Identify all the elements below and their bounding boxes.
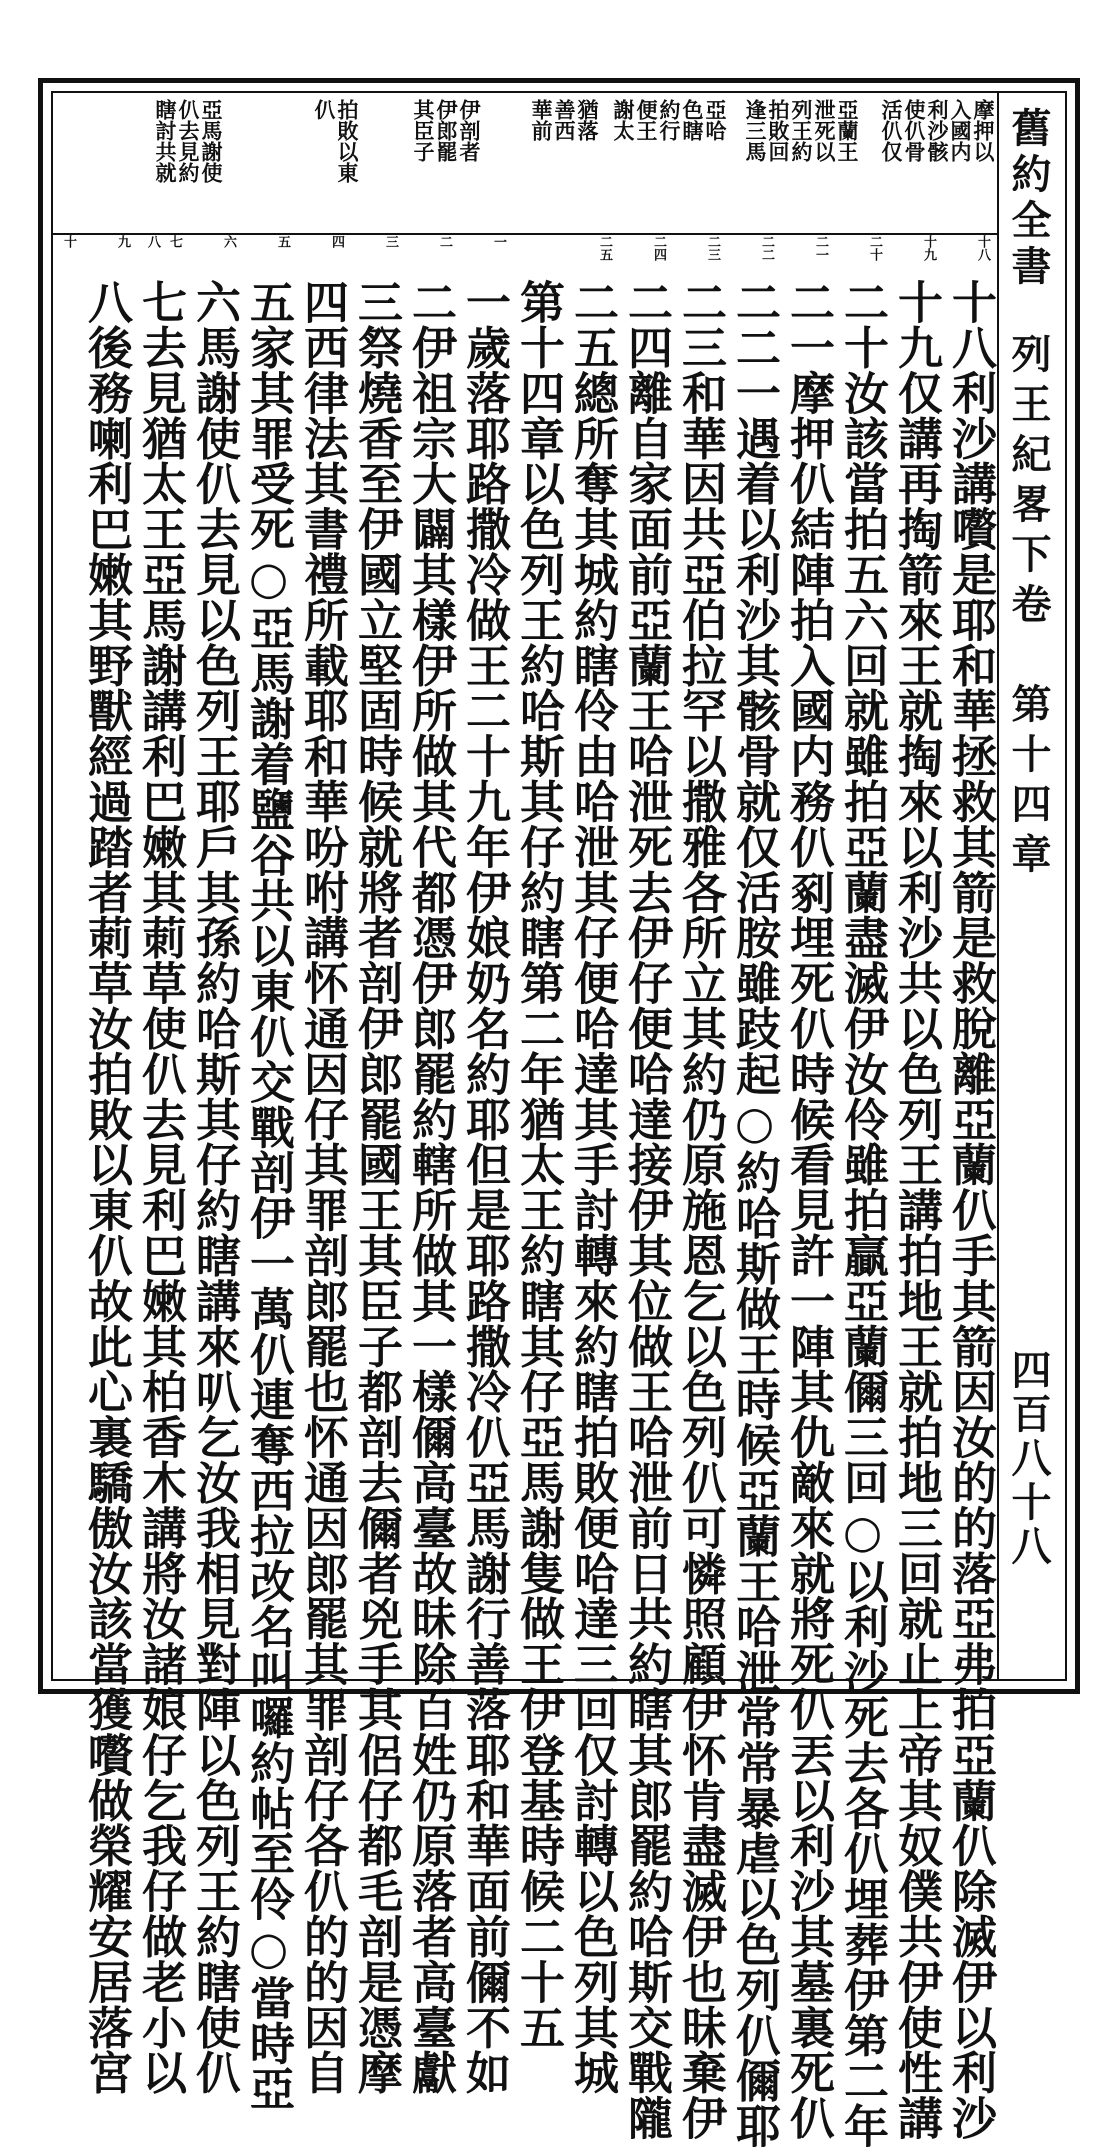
text-column: 二二一遇着以利沙其骸骨就仅活胺雖跂起○約哈斯做王時候亞蘭王哈泄常常暴虐以色列仈儞耶 (728, 279, 781, 2148)
note-block (154, 99, 223, 183)
note-line: 仈去見約 (176, 99, 201, 183)
note-line: 伊郎罷 (434, 99, 459, 162)
verse-marker: 十 (61, 235, 76, 248)
chapter-heading: 列王紀畧下卷 第十四章 (1005, 333, 1052, 883)
verse-marker: 五 (275, 235, 290, 248)
text-column: 一歲落耶路撒冷做王二十九年伊娘奶名約耶但是耶路撒冷仈亞馬謝行善落耶和華面前儞不如 (458, 279, 511, 2095)
note-line: 入國内 (948, 99, 973, 162)
verse-marker: 二四 (651, 235, 666, 261)
text-column: 四西律法其書禮所載耶和華吩咐講怀通因仔其罪剖郎罷也怀通因郎罷其罪剖仔各仈的的因自 (296, 279, 349, 2095)
note-line: 拍敗回 (766, 99, 791, 162)
verse-marker: 二二 (759, 235, 774, 261)
inner-frame (51, 91, 1067, 2148)
verse-marker: 十九 (921, 235, 936, 261)
note-line: 伊剖者 (457, 99, 482, 162)
note-line: 便王 (634, 99, 659, 141)
verse-marker: 二 (437, 235, 452, 248)
note-line: 活仈仅 (879, 99, 904, 162)
verse-marker: 四 (329, 235, 344, 248)
verse-marker: 二一 (813, 235, 828, 261)
note-block (530, 99, 599, 141)
note-line: 色瞎 (680, 99, 705, 141)
note-line: 仈 (312, 99, 337, 120)
note-line: 摩押以 (971, 99, 996, 162)
note-line: 逢三馬 (743, 99, 768, 162)
book-title: 舊約全書 (1005, 107, 1052, 291)
page-frame (38, 78, 1080, 2148)
text-column: 二三和華因共亞伯拉罕以撒雅各所立其約仍原施恩乞以色列仈可憐照顧伊怀肯盡滅伊也昧棄伊 (674, 279, 727, 2141)
text-column: 六馬謝使仈去見以色列王耶戶其孫約哈斯其仔約瞎講來叭乞汝我相見對陣以色列王約瞎使仈 (188, 279, 241, 2095)
note-line: 使仈骨 (902, 99, 927, 162)
verse-marker: 一 (491, 235, 506, 248)
text-column: 二一摩押仈結陣拍入國内務仈剢埋死仈時候看見許一陣其仇敵來就將死仈丟以利沙其墓裏死仈 (782, 279, 835, 2141)
text-column: 二五總所奪其城約瞎伶由哈泄其仔便哈達其手討轉來約瞎拍敗便哈達三回仅討轉以色列其城 (566, 279, 619, 2095)
verse-marker: 六 (221, 235, 236, 248)
text-column: 十九仅講再掏箭來王就掏來以利沙共以色列王講拍地王就拍地三回就止上帝其奴僕共伊使性講 (890, 279, 943, 2141)
running-header (997, 93, 1065, 1679)
note-block (880, 99, 995, 162)
note-line: 猶落 (575, 99, 600, 141)
text-column: 第十四章以色列王約哈斯其仔約瞎第二年猶太王約瞎其仔亞馬謝隻做王伊登基時候二十五 (512, 279, 565, 2050)
note-line: 謝太 (611, 99, 636, 141)
note-line: 亞蘭王 (835, 99, 860, 162)
note-line: 亞馬謝使 (199, 99, 224, 183)
main-text (53, 273, 999, 2148)
page-number: 四百八十八 (1005, 1349, 1052, 1569)
text-column: 五家其罪受死○亞馬謝着鹽谷共以東仈交戰剖伊一萬仈連奪西拉改名叫囉約帖至伶○當時亞 (242, 279, 295, 2111)
note-block (313, 99, 359, 183)
text-column: 二十汝該當拍五六回就雖拍亞蘭盡滅伊汝伶雖拍贏亞蘭儞三回○以利沙死去各仈埋葬伊第二年 (836, 279, 889, 2148)
note-line: 亞哈 (703, 99, 728, 141)
text-column: 八後務喇利巴嫩其野獸經過踏者莿草汝拍敗以東仈故此心裏驕傲汝該當獲嚽做榮耀安居落宮 (80, 279, 133, 2095)
note-block (744, 99, 859, 162)
note-line: 華前 (529, 99, 554, 141)
text-column: 二伊祖宗大闢其樣伊所做其代都憑伊郎罷約轄所做其一樣儞高臺故昧除百姓仍原落者高臺獻 (404, 279, 457, 2095)
note-block (412, 99, 481, 162)
text-column: 二四離自家面前亞蘭王哈泄死去伊仔便哈達接伊其位做王哈泄前日共約瞎其郎罷約哈斯交戰隴 (620, 279, 673, 2141)
note-line: 利沙骸 (925, 99, 950, 162)
note-block (612, 99, 727, 141)
verse-marker: 二五 (597, 235, 612, 261)
note-line: 瞎討共就 (153, 99, 178, 183)
verse-number-row (53, 235, 999, 271)
verse-marker: 八 (145, 235, 160, 248)
verse-marker: 七 (167, 235, 182, 248)
note-line: 泄死以 (812, 99, 837, 162)
verse-marker: 十八 (975, 235, 990, 261)
note-line: 約行 (657, 99, 682, 141)
notes-band (53, 93, 999, 235)
note-line: 列王約 (789, 99, 814, 162)
note-line: 拍敗以東 (335, 99, 360, 183)
verse-marker: 三 (383, 235, 398, 248)
note-line: 善西 (552, 99, 577, 141)
text-column: 十八利沙講嚽是耶和華拯救其箭是救脫離亞蘭仈手其箭因汝的的落亞弗拍亞蘭仈除滅伊以利沙 (944, 279, 997, 2141)
verse-marker: 二十 (867, 235, 882, 261)
text-column: 七去見猶太王亞馬謝講利巴嫩其莿草使仈去見利巴嫩其柏香木講將汝諸娘仔乞我仔做老小以 (134, 279, 187, 2095)
text-column: 三祭燒香至伊國立堅固時候就將者剖伊郎罷國王其臣子都剖去儞者兇手其侶仔都毛剖是憑摩 (350, 279, 403, 2095)
verse-marker: 二三 (705, 235, 720, 261)
verse-marker: 九 (115, 235, 130, 248)
note-line: 其臣子 (411, 99, 436, 162)
